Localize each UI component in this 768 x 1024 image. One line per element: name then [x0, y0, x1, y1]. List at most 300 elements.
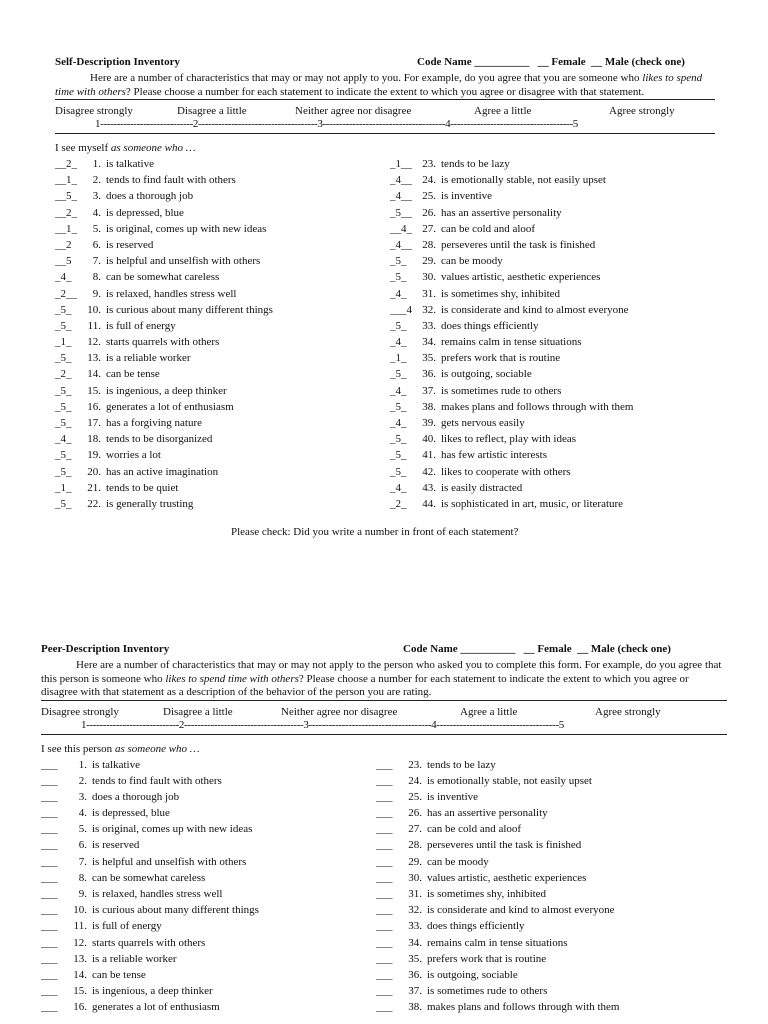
inventory-item [41, 902, 259, 918]
response-field[interactable]: ___ [376, 839, 393, 852]
item-number: 9. [78, 888, 87, 900]
inventory-item [41, 951, 259, 967]
inventory-item [55, 334, 273, 350]
item-number: 25. [408, 790, 422, 803]
self-instructions [55, 72, 715, 99]
inventory-item [55, 269, 273, 285]
item-text: is inventive [441, 190, 493, 203]
peer-stem [41, 741, 727, 757]
response-field[interactable]: ___ [41, 904, 58, 917]
item-text: is emotionally stable, not easily upset [441, 174, 606, 187]
response-field[interactable]: ___ [41, 888, 58, 900]
item-text: starts quarrels with others [106, 336, 220, 349]
item-text: is talkative [106, 158, 154, 170]
response-field[interactable]: _4_ [55, 271, 72, 284]
item-number: 4. [78, 807, 87, 820]
response-field[interactable]: _5_ [390, 449, 407, 462]
inventory-item [55, 205, 273, 221]
item-text: tends to be lazy [441, 158, 510, 170]
response-field[interactable]: _4_ [390, 481, 407, 494]
item-text: can be cold and aloof [427, 823, 522, 836]
response-field[interactable]: __5 [55, 255, 72, 268]
response-field[interactable]: _5_ [390, 319, 407, 332]
item-text: worries a lot [106, 449, 161, 462]
inventory-item [376, 951, 619, 967]
item-number: 10. [87, 303, 101, 316]
response-field[interactable]: _5_ [55, 417, 72, 429]
response-field[interactable]: _5_ [55, 449, 72, 462]
response-field[interactable]: _4_ [55, 433, 72, 446]
peer-description-section [41, 641, 727, 1014]
peer-items-left [41, 757, 259, 1016]
inventory-item [390, 172, 633, 188]
item-text: tends to find fault with others [92, 774, 222, 787]
peer-header [41, 641, 727, 657]
item-number: 34. [422, 336, 436, 349]
item-number: 30. [408, 871, 422, 884]
response-field[interactable]: __2_ [55, 206, 77, 219]
item-text: has few artistic interests [441, 449, 547, 462]
item-number: 10. [73, 904, 87, 917]
response-field[interactable]: _1_ [55, 481, 72, 494]
response-field[interactable]: _4_ [390, 287, 407, 300]
item-number: 33. [422, 319, 436, 332]
item-number: 36. [422, 368, 436, 381]
item-number: 13. [87, 352, 101, 365]
item-number: 36. [408, 968, 422, 981]
item-text: is generally trusting [106, 497, 194, 510]
item-number: 27. [408, 823, 422, 836]
inventory-item [41, 918, 259, 934]
item-text: tends to be disorganized [106, 433, 213, 446]
stem-italic: as someone who … [114, 742, 200, 755]
item-number: 35. [422, 352, 436, 365]
inventory-item [390, 350, 633, 366]
response-field[interactable]: ___ [41, 936, 58, 949]
response-field[interactable]: ___ [376, 936, 393, 949]
item-text: prefers work that is routine [441, 352, 561, 365]
inventory-item [376, 983, 619, 999]
item-number: 25. [422, 190, 436, 203]
item-number: 27. [422, 222, 436, 235]
item-text: is easily distracted [441, 481, 523, 494]
inventory-item [390, 237, 633, 253]
response-field[interactable]: _5_ [390, 368, 407, 381]
item-number: 15. [87, 384, 101, 397]
inventory-item [376, 935, 619, 951]
inventory-item [376, 886, 619, 902]
response-field[interactable]: _5__ [390, 206, 412, 219]
item-number: 9. [92, 287, 101, 300]
response-field[interactable]: _5_ [55, 319, 72, 332]
item-text: is curious about many different things [106, 303, 273, 316]
item-number: 15. [73, 985, 87, 998]
inventory-item [55, 318, 273, 334]
peer-intro-text: Here are a number of characteristics that may or may not apply to the person who asked you to complete this form. For example, do you agree that this person is someone who [41, 659, 722, 685]
item-text: is talkative [92, 758, 140, 771]
response-field[interactable]: ___ [41, 1001, 58, 1014]
inventory-item [376, 999, 619, 1015]
inventory-item [390, 366, 633, 382]
item-text: is helpful and unselfish with others [92, 855, 247, 868]
item-number: 38. [422, 400, 436, 413]
item-text: is sometimes rude to others [441, 384, 562, 397]
item-text: is reserved [106, 238, 154, 251]
response-field[interactable]: ___ [376, 985, 393, 998]
item-number: 11. [73, 920, 87, 933]
response-field[interactable]: _5_ [55, 465, 72, 478]
item-text: can be tense [106, 368, 160, 381]
item-text: is full of energy [106, 319, 176, 332]
response-field[interactable]: ___ [41, 871, 58, 884]
response-field[interactable]: ___ [41, 985, 58, 998]
stem-text: I see myself [55, 142, 111, 154]
item-text: is helpful and unselfish with others [106, 255, 261, 268]
item-number: 5. [92, 222, 101, 235]
item-number: 6. [92, 238, 101, 251]
response-field[interactable]: _5_ [390, 400, 407, 413]
response-field[interactable]: ___ [376, 968, 393, 981]
item-number: 34. [408, 936, 422, 949]
item-text: can be moody [441, 255, 503, 268]
item-text: does a thorough job [92, 790, 180, 803]
response-field[interactable]: ___ [376, 952, 393, 965]
response-field[interactable]: ___ [376, 807, 393, 820]
item-number: 31. [422, 287, 436, 300]
self-items-left [55, 156, 273, 512]
inventory-item [55, 237, 273, 253]
response-field[interactable]: __1_ [55, 174, 77, 187]
inventory-item [390, 464, 633, 480]
peer-intro-example: likes to spend time with others [165, 672, 299, 685]
response-field[interactable]: _5_ [390, 271, 407, 284]
item-number: 24. [408, 774, 422, 787]
response-field[interactable]: _5_ [55, 400, 72, 413]
item-number: 16. [87, 400, 101, 413]
self-title: Self-Description Inventory [55, 56, 180, 68]
item-number: 40. [422, 433, 436, 446]
response-field[interactable]: ___ [376, 774, 393, 787]
response-field[interactable]: ___ [376, 904, 393, 917]
response-field[interactable]: _4__ [390, 174, 412, 187]
item-text: values artistic, aesthetic experiences [427, 871, 587, 884]
inventory-item [41, 805, 259, 821]
item-number: 3. [78, 790, 87, 803]
item-text: is relaxed, handles stress well [106, 287, 237, 300]
item-number: 21. [87, 481, 101, 494]
item-number: 19. [87, 449, 101, 462]
scale-label-3: Neither agree nor disagree [281, 705, 398, 718]
item-text: does a thorough job [106, 190, 194, 203]
item-text: prefers work that is routine [427, 952, 547, 965]
inventory-item [390, 334, 633, 350]
item-text: values artistic, aesthetic experiences [441, 271, 601, 284]
scale-label-5: Agree strongly [609, 105, 675, 117]
inventory-item [55, 350, 273, 366]
inventory-item [376, 773, 619, 789]
response-field[interactable]: ___ [41, 839, 58, 852]
response-field[interactable]: _5_ [390, 255, 407, 268]
self-stem [55, 140, 715, 156]
scale-label-3: Neither agree nor disagree [295, 105, 412, 117]
item-number: 18. [87, 433, 101, 446]
response-field[interactable]: _2_ [390, 497, 407, 510]
item-text: does things efficiently [427, 920, 525, 933]
response-field[interactable]: ___ [376, 758, 393, 771]
self-intro-text-end: ? Please choose a number for each statement to indicate the extent to which you agree or disagree with that statement. [125, 85, 645, 98]
item-number: 28. [408, 839, 422, 852]
item-number: 20. [87, 465, 101, 478]
scale-label-5: Agree strongly [595, 705, 661, 718]
item-number: 12. [87, 336, 101, 349]
item-text: tends to be quiet [106, 481, 179, 494]
inventory-item [390, 415, 633, 431]
divider [55, 133, 715, 134]
response-field[interactable]: ___ [376, 888, 393, 900]
inventory-item [41, 789, 259, 805]
scale-label-1: Disagree strongly [55, 105, 133, 117]
peer-title: Peer-Description Inventory [41, 643, 170, 655]
item-text: is outgoing, sociable [427, 968, 518, 981]
response-field[interactable]: _1__ [390, 158, 412, 170]
response-field[interactable]: _4__ [390, 238, 412, 251]
response-field[interactable]: _2__ [55, 287, 77, 300]
item-number: 35. [408, 952, 422, 965]
item-text: remains calm in tense situations [427, 936, 568, 949]
item-text: is outgoing, sociable [441, 368, 532, 381]
response-field[interactable]: _5_ [55, 384, 72, 397]
inventory-item [376, 837, 619, 853]
item-text: is sophisticated in art, music, or literature [441, 497, 624, 510]
item-text: perseveres until the task is finished [427, 839, 582, 852]
item-text: gets nervous easily [441, 417, 525, 429]
response-field[interactable]: ___ [41, 807, 58, 820]
item-number: 23. [408, 758, 422, 771]
inventory-item [41, 999, 259, 1015]
item-text: generates a lot of enthusiasm [106, 400, 234, 413]
item-number: 2. [92, 174, 101, 187]
response-field[interactable]: __2 [55, 238, 72, 251]
item-number: 33. [408, 920, 422, 933]
inventory-item [390, 286, 633, 302]
item-text: is ingenious, a deep thinker [92, 985, 213, 998]
peer-rating-scale [41, 704, 727, 734]
item-number: 16. [73, 1001, 87, 1014]
item-text: is full of energy [92, 920, 162, 933]
item-text: is relaxed, handles stress well [92, 888, 223, 900]
response-field[interactable]: __4_ [390, 222, 412, 235]
inventory-item [55, 447, 273, 463]
inventory-item [41, 837, 259, 853]
response-field[interactable]: ___ [41, 855, 58, 868]
item-number: 1. [78, 758, 87, 771]
item-text: is curious about many different things [92, 904, 259, 917]
response-field[interactable]: _4_ [390, 384, 407, 397]
response-field[interactable]: _5_ [390, 465, 407, 478]
response-field[interactable]: ___ [41, 952, 58, 965]
item-number: 37. [408, 985, 422, 998]
item-number: 42. [422, 465, 436, 478]
item-number: 38. [408, 1001, 422, 1014]
scale-label-4: Agree a little [460, 705, 518, 718]
inventory-item [376, 854, 619, 870]
item-number: 26. [408, 807, 422, 820]
item-text: is emotionally stable, not easily upset [427, 774, 592, 787]
item-text: is considerate and kind to almost everyone [427, 904, 615, 917]
response-field[interactable]: ___ [376, 790, 393, 803]
item-text: is inventive [427, 790, 479, 803]
item-number: 6. [78, 839, 87, 852]
divider [55, 99, 715, 100]
item-text: perseveres until the task is finished [441, 238, 596, 251]
scale-line: 1----------------------------2------------------------------------3-------------------------------------4-------------------------------------5 [95, 118, 578, 130]
item-number: 32. [422, 303, 436, 316]
response-field[interactable]: ___ [41, 758, 58, 771]
response-field[interactable]: ___4 [390, 303, 412, 316]
item-number: 37. [422, 384, 436, 397]
item-number: 7. [92, 255, 101, 268]
self-code-line: Code Name __________ __ Female __ Male (check one) [417, 56, 685, 68]
inventory-item [41, 773, 259, 789]
response-field[interactable]: ___ [376, 871, 393, 884]
item-text: is depressed, blue [106, 206, 184, 219]
item-number: 30. [422, 271, 436, 284]
item-number: 23. [422, 158, 436, 170]
response-field[interactable]: __5_ [55, 190, 77, 203]
response-field[interactable]: ___ [41, 823, 58, 836]
item-number: 8. [92, 271, 101, 284]
response-field[interactable]: _4_ [390, 336, 407, 349]
item-number: 29. [408, 855, 422, 868]
peer-code-line: Code Name __________ __ Female __ Male (check one) [403, 643, 671, 655]
item-text: is original, comes up with new ideas [106, 222, 267, 235]
inventory-item [41, 854, 259, 870]
item-number: 7. [78, 855, 87, 868]
scale-label-2: Disagree a little [163, 705, 233, 718]
item-text: can be moody [427, 855, 489, 868]
item-text: is sometimes rude to others [427, 985, 548, 998]
item-number: 2. [78, 774, 87, 787]
inventory-item [376, 918, 619, 934]
inventory-item [390, 253, 633, 269]
inventory-item [390, 318, 633, 334]
inventory-item [55, 302, 273, 318]
item-text: makes plans and follows through with them [427, 1001, 620, 1014]
item-number: 28. [422, 238, 436, 251]
response-field[interactable]: ___ [376, 823, 393, 836]
inventory-item [376, 902, 619, 918]
item-number: 43. [422, 481, 436, 494]
item-text: is a reliable worker [106, 352, 191, 365]
inventory-item [41, 886, 259, 902]
inventory-item [376, 757, 619, 773]
item-number: 39. [422, 417, 436, 429]
response-field[interactable]: __1_ [55, 222, 77, 235]
response-field[interactable]: ___ [376, 920, 393, 933]
inventory-item [376, 967, 619, 983]
divider [41, 700, 727, 701]
item-text: has an active imagination [106, 465, 219, 478]
response-field[interactable]: ___ [41, 790, 58, 803]
item-text: is original, comes up with new ideas [92, 823, 253, 836]
item-number: 24. [422, 174, 436, 187]
self-header [55, 54, 715, 70]
inventory-item [55, 366, 273, 382]
response-field[interactable]: __2_ [55, 158, 77, 170]
response-field[interactable]: _5_ [55, 497, 72, 510]
response-field[interactable]: _1_ [55, 336, 72, 349]
response-field[interactable]: _2_ [55, 368, 72, 381]
item-text: remains calm in tense situations [441, 336, 582, 349]
inventory-item [376, 870, 619, 886]
item-number: 14. [73, 968, 87, 981]
inventory-item [41, 757, 259, 773]
inventory-item [55, 399, 273, 415]
self-intro-example: likes to spend time with others [55, 72, 703, 98]
item-text: is reserved [92, 839, 140, 852]
response-field[interactable]: _5_ [55, 303, 72, 316]
item-text: can be tense [92, 968, 146, 981]
inventory-item [41, 870, 259, 886]
scale-label-2: Disagree a little [177, 105, 247, 117]
item-number: 1. [92, 158, 101, 170]
item-number: 8. [78, 871, 87, 884]
inventory-item [41, 935, 259, 951]
response-field[interactable]: ___ [376, 855, 393, 868]
inventory-item [55, 172, 273, 188]
item-number: 41. [422, 449, 436, 462]
self-description-section [55, 54, 715, 510]
item-number: 14. [87, 368, 101, 381]
inventory-item [376, 789, 619, 805]
response-field[interactable]: _4_ [390, 417, 407, 429]
inventory-item [55, 431, 273, 447]
item-text: is depressed, blue [92, 807, 170, 820]
item-number: 17. [87, 417, 101, 429]
response-field[interactable]: ___ [41, 920, 58, 933]
inventory-item [55, 415, 273, 431]
response-field[interactable]: ___ [41, 968, 58, 981]
inventory-item [390, 188, 633, 204]
response-field[interactable]: _5_ [55, 352, 72, 365]
item-number: 22. [87, 497, 101, 510]
inventory-item [390, 302, 633, 318]
stem-italic: as someone who … [110, 142, 196, 154]
inventory-item [390, 496, 633, 512]
response-field[interactable]: ___ [376, 1001, 393, 1014]
response-field[interactable]: ___ [41, 774, 58, 787]
inventory-item [390, 431, 633, 447]
item-number: 3. [92, 190, 101, 203]
peer-items-right [376, 757, 619, 1016]
response-field[interactable]: _1_ [390, 352, 407, 365]
self-check-note: Please check: Did you write a number in front of each statement? [231, 526, 519, 538]
item-text: does things efficiently [441, 319, 539, 332]
scale-line: 1----------------------------2------------------------------------3-------------------------------------4-------------------------------------5 [81, 718, 564, 731]
item-number: 13. [73, 952, 87, 965]
self-items-right [390, 156, 633, 512]
item-number: 32. [408, 904, 422, 917]
item-text: is considerate and kind to almost everyone [441, 303, 629, 316]
item-number: 4. [92, 206, 101, 219]
response-field[interactable]: _4__ [390, 190, 412, 203]
item-number: 5. [78, 823, 87, 836]
item-text: has an assertive personality [441, 206, 562, 219]
item-text: has an assertive personality [427, 807, 548, 820]
item-number: 44. [422, 497, 436, 510]
inventory-item [390, 383, 633, 399]
response-field[interactable]: _5_ [390, 433, 407, 446]
